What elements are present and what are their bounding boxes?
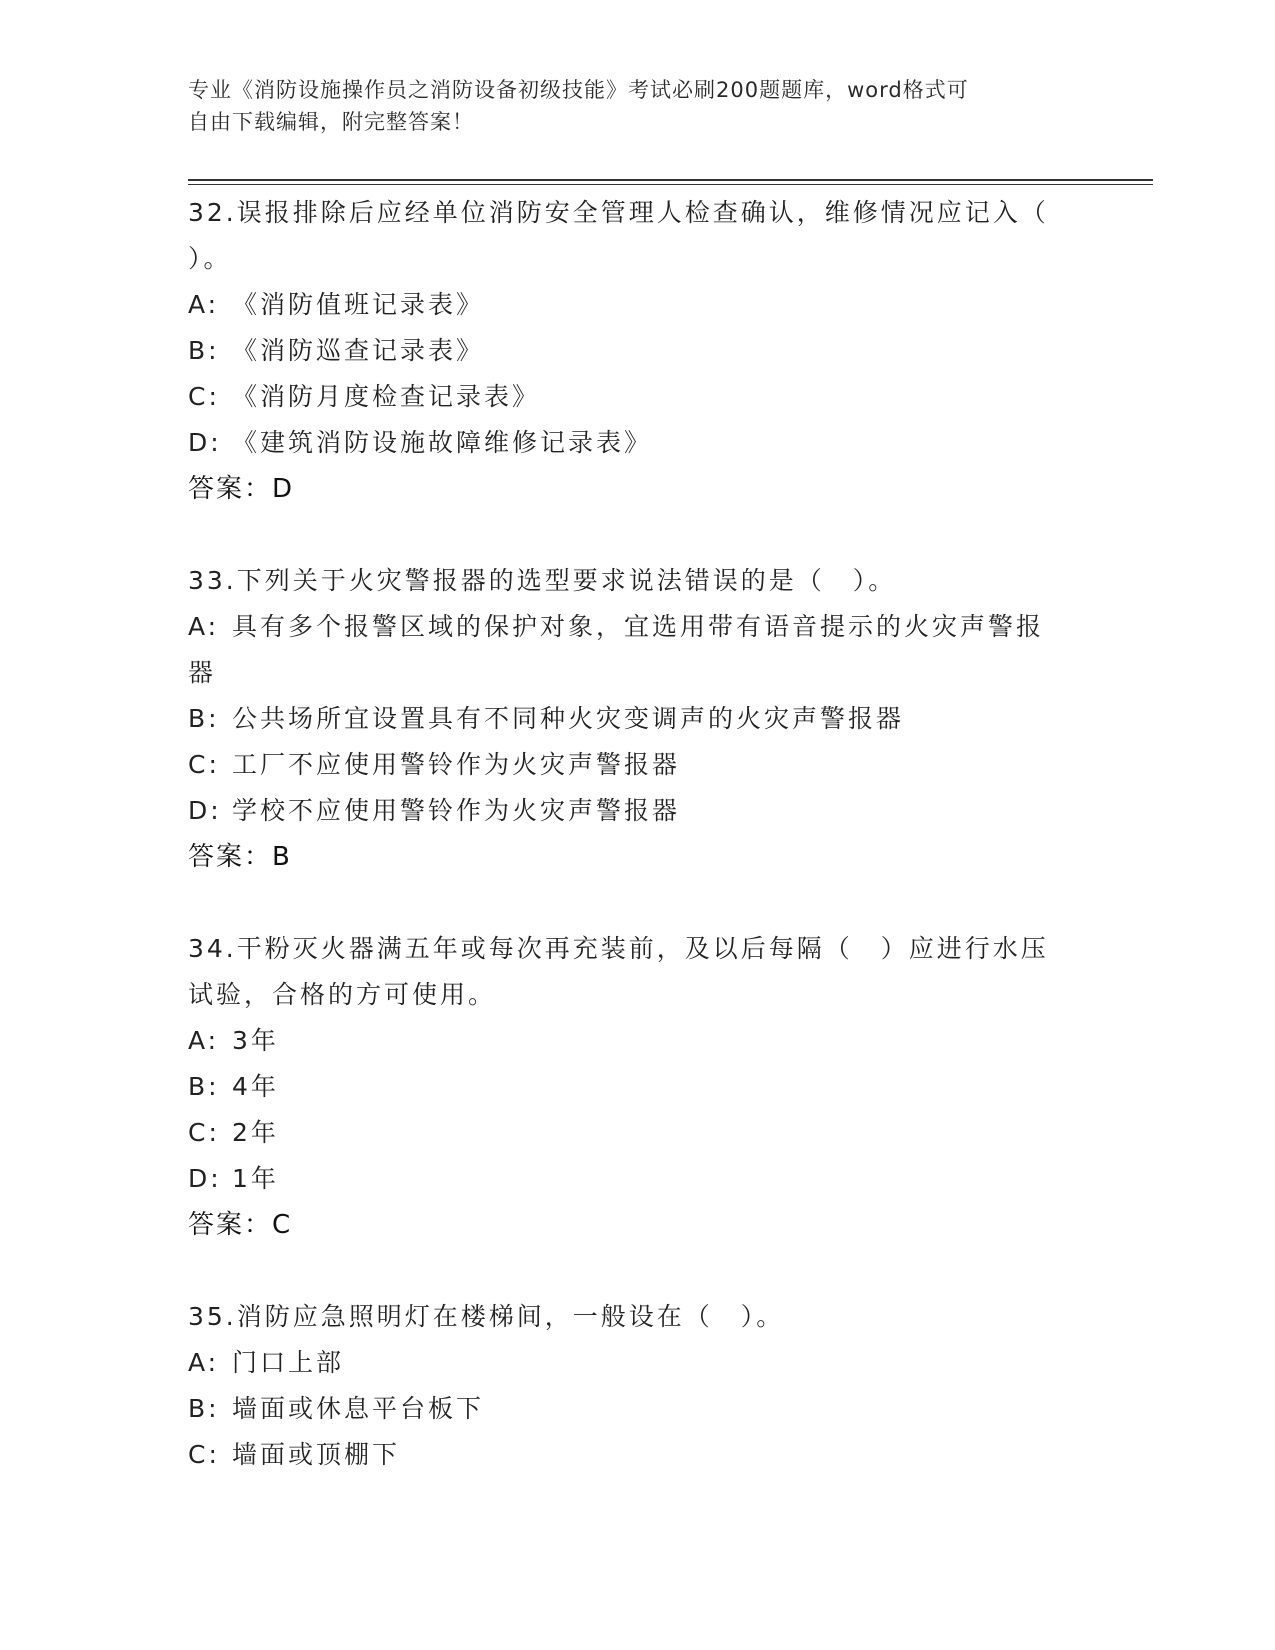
- option-letter: A:: [188, 290, 220, 319]
- option-letter: C:: [188, 382, 220, 411]
- question-32: [188, 190, 1088, 512]
- option-text: 3年: [232, 1026, 279, 1055]
- answer-label: 答案：D: [188, 474, 295, 504]
- option-text: 1年: [232, 1164, 279, 1193]
- option-a: [188, 1340, 1088, 1386]
- option-a: [188, 1018, 1088, 1064]
- option-d: [188, 1156, 1088, 1202]
- question-stem-continued: ）。: [188, 244, 232, 273]
- option-letter: A:: [188, 1348, 220, 1377]
- option-text: 2年: [232, 1118, 279, 1147]
- option-c: [188, 1110, 1088, 1156]
- option-text: 《消防月度检查记录表》: [232, 382, 541, 411]
- option-letter: D:: [188, 1164, 222, 1193]
- header-divider-thin: [188, 184, 1153, 185]
- option-b: [188, 696, 1088, 742]
- option-letter: A:: [188, 1026, 220, 1055]
- answer-label: 答案：C: [188, 1210, 293, 1240]
- option-letter: D:: [188, 428, 222, 457]
- option-text: 《消防巡查记录表》: [232, 336, 485, 365]
- option-letter: B:: [188, 1394, 220, 1423]
- option-text: 4年: [232, 1072, 279, 1101]
- option-b: [188, 1064, 1088, 1110]
- question-stem-continued: 试验，合格的方可使用。: [188, 980, 497, 1009]
- answer-label: 答案：B: [188, 842, 292, 872]
- option-text: 公共场所宜设置具有不同种火灾变调声的火灾声警报器: [232, 704, 905, 733]
- option-b: [188, 1386, 1088, 1432]
- option-a: [188, 282, 1088, 328]
- option-text: 《建筑消防设施故障维修记录表》: [232, 428, 653, 457]
- option-text: 门口上部: [232, 1348, 345, 1377]
- question-list: [188, 190, 1088, 1524]
- option-a: [188, 604, 1088, 650]
- option-text: 工厂不应使用警铃作为火灾声警报器: [232, 750, 681, 779]
- header-line-2: 自由下载编辑，附完整答案！: [188, 110, 474, 134]
- question-stem: 35.消防应急照明灯在楼梯间，一般设在（ ）。: [188, 1302, 785, 1331]
- option-letter: D:: [188, 796, 222, 825]
- option-d: [188, 788, 1088, 834]
- option-c: [188, 374, 1088, 420]
- option-letter: C:: [188, 1440, 220, 1469]
- option-text: 《消防值班记录表》: [232, 290, 485, 319]
- option-text: 学校不应使用警铃作为火灾声警报器: [232, 796, 681, 825]
- question-35: [188, 1294, 1088, 1478]
- option-letter: B:: [188, 1072, 220, 1101]
- option-b: [188, 328, 1088, 374]
- option-text: 墙面或顶棚下: [232, 1440, 401, 1469]
- option-d: [188, 420, 1088, 466]
- option-letter: C:: [188, 1118, 220, 1147]
- option-letter: A:: [188, 612, 220, 641]
- option-a-continued: 器: [188, 658, 217, 687]
- option-letter: B:: [188, 336, 220, 365]
- question-33: [188, 558, 1088, 880]
- header-divider-thick: [188, 179, 1153, 181]
- question-stem: 32.误报排除后应经单位消防安全管理人检查确认，维修情况应记入（: [188, 198, 1049, 227]
- option-letter: B:: [188, 704, 220, 733]
- document-header: [188, 74, 1068, 138]
- header-line-1: 专业《消防设施操作员之消防设备初级技能》考试必刷200题题库，word格式可: [188, 78, 969, 102]
- option-c: [188, 742, 1088, 788]
- option-text: 墙面或休息平台板下: [232, 1394, 485, 1423]
- option-c: [188, 1432, 1088, 1478]
- option-letter: C:: [188, 750, 220, 779]
- question-34: [188, 926, 1088, 1248]
- question-stem: 34.干粉灭火器满五年或每次再充装前，及以后每隔（ ）应进行水压: [188, 934, 1049, 963]
- question-stem: 33.下列关于火灾警报器的选型要求说法错误的是（ ）。: [188, 566, 897, 595]
- option-text: 具有多个报警区域的保护对象，宜选用带有语音提示的火灾声警报: [232, 612, 1045, 641]
